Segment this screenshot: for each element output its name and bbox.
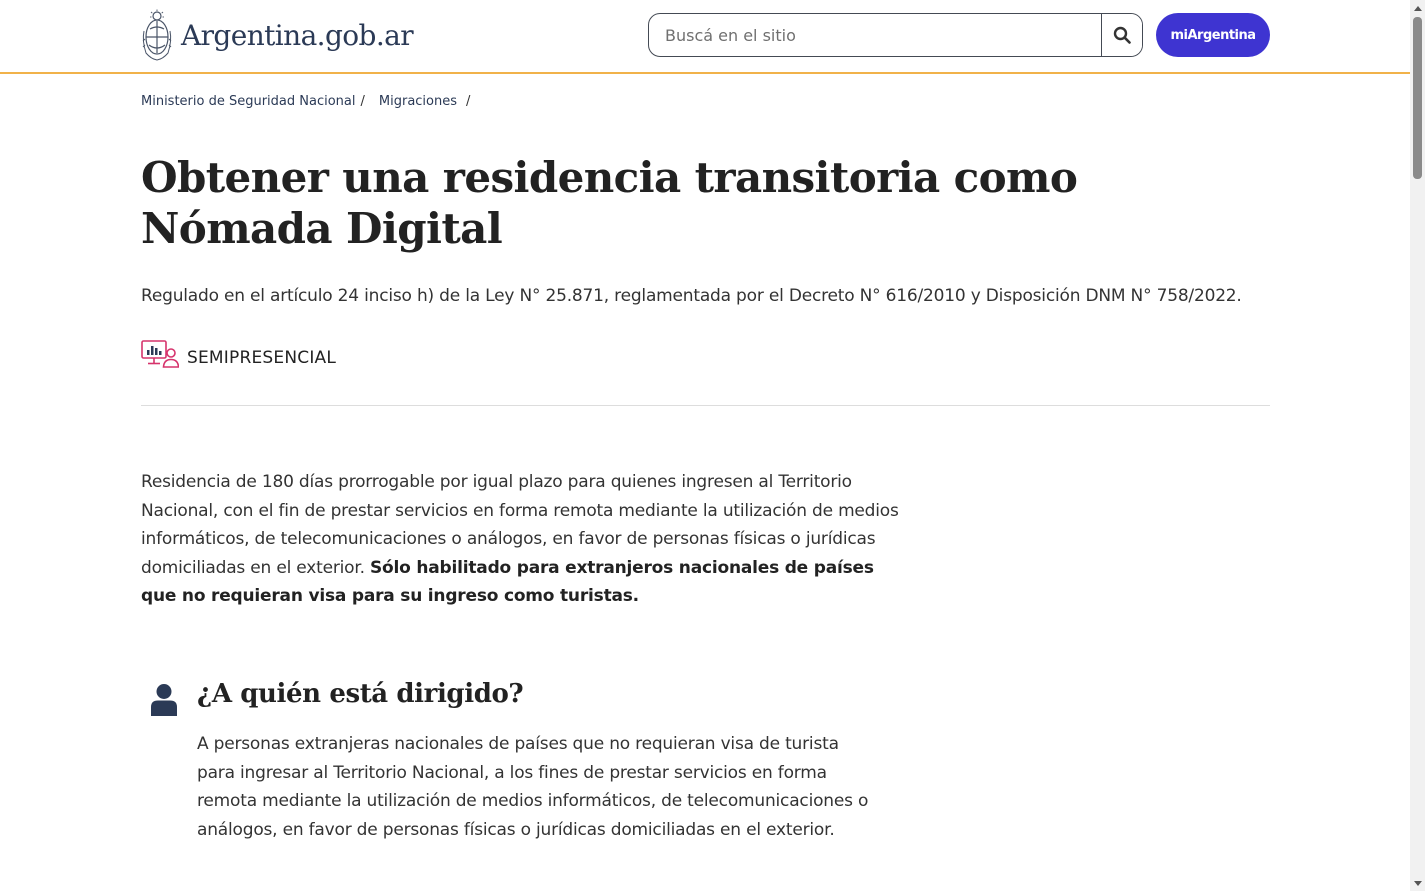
section-body: A personas extranjeras nacionales de países que no requieran visa de turista para ingresar al Territorio Nacional, a los fines de prestar servicios en forma remota mediante la utilización de medios informáticos, de telecomunicaciones o análogos, en favor de personas físicas o jurídicas domiciliadas en el exterior.: [197, 734, 869, 840]
regulation-text: Regulado en el artículo 24 inciso h) de la Ley N° 25.871, reglamentada por el Decreto N° 616/2010 y Disposición DNM N° 758/2022.: [141, 286, 1242, 306]
site-search: [648, 13, 1143, 57]
scroll-up-arrow-icon[interactable]: [1410, 0, 1425, 15]
breadcrumb-item-migraciones[interactable]: Migraciones: [378, 94, 458, 109]
site-logo-text: Argentina.gob.ar: [181, 18, 414, 52]
site-header: [0, 0, 1410, 74]
intro-paragraph: [141, 468, 901, 611]
section-heading: ¿A quién está dirigido?: [197, 679, 524, 709]
section-divider: [141, 405, 1270, 406]
person-icon: [150, 683, 178, 716]
modality-badge: [141, 340, 336, 368]
scrollbar-thumb[interactable]: [1413, 17, 1422, 179]
mi-argentina-button[interactable]: miArgentina: [1156, 13, 1270, 57]
argentina-coat-of-arms-icon: [141, 9, 173, 61]
search-input[interactable]: [649, 14, 1101, 56]
page-title: Obtener una residencia transitoria como Nómada Digital: [141, 153, 1078, 253]
breadcrumb: [141, 94, 475, 109]
computer-person-icon: [141, 340, 179, 368]
breadcrumb-separator: /: [466, 94, 471, 109]
scroll-down-arrow-icon[interactable]: [1410, 876, 1425, 891]
site-logo-link[interactable]: [141, 9, 413, 61]
search-icon: [1113, 26, 1131, 44]
breadcrumb-item-ministerio[interactable]: Ministerio de Seguridad Nacional: [141, 94, 356, 109]
intro-highlight: Sólo habilitado para extranjeros nacionales de países que no requieran visa para su ingreso como turistas.: [141, 557, 874, 607]
intro-text: Residencia de 180 días prorrogable por igual plazo para quienes ingresen al Territorio Nacional, con el fin de prestar servicios en forma remota mediante la utilización de medios informáticos, de telecomunicaciones o análogos, en favor de personas físicas o jurídicas domiciliadas en el exterior.: [141, 472, 899, 578]
breadcrumb-separator: /: [360, 94, 365, 109]
search-button[interactable]: [1101, 14, 1142, 56]
page-scrollbar[interactable]: [1410, 0, 1425, 891]
modality-label: SEMIPRESENCIAL: [187, 348, 337, 368]
